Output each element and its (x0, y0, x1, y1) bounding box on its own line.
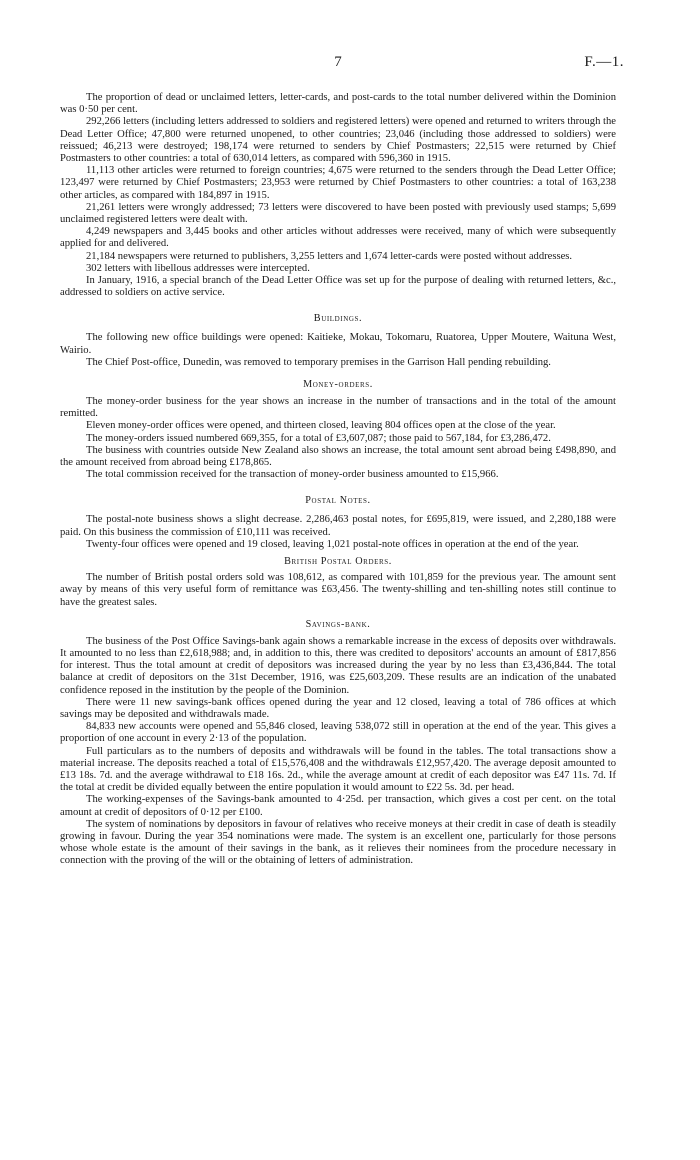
body-paragraph: The following new office buildings were opened: Kaitieke, Mokau, Tokomaru, Ruatorea, Upper Moutere, Waituna West, Wairio. (60, 332, 616, 356)
body-paragraph: The proportion of dead or unclaimed letters, letter-cards, and post-cards to the total number delivered within the Dominion was 0·50 per cent. (60, 92, 616, 116)
section-heading-british-postal-orders: British Postal Orders. (284, 556, 392, 568)
page-number: 7 (334, 54, 342, 70)
body-paragraph: Full particulars as to the numbers of deposits and withdrawals will be found in the tables. The total transactions show a material increase. The deposits reached a total of £15,576,408 and the withdrawals £12,957,420. The average deposit amounted to £13 18s. 7d. and the average withdrawal to £18 16s. 2d., while the average amount at credit of each depositor was £47 11s. 7d. If the total at credit be divided equally between the entire population it would amount to £22 5s. 3d. per head. (60, 745, 616, 794)
body-paragraph: The total commission received for the transaction of money-order business amounted to £15,966. (86, 469, 499, 481)
body-paragraph: The number of British postal orders sold was 108,612, as compared with 101,859 for the previous year. The amount sent away by means of this very useful form of remittance was £63,456. The twenty-shilling and ten-shilling notes still continue to have the greatest sales. (60, 572, 616, 608)
body-paragraph: 84,833 new accounts were opened and 55,846 closed, leaving 538,072 still in operation at the end of the year. This gives a proportion of one account in every 2·13 of the population. (60, 721, 616, 745)
body-paragraph: 292,266 letters (including letters addressed to soldiers and registered letters) were opened and returned to writers through the Dead Letter Office; 47,800 were returned unopened, to other countries; 23,046 (including those addressed to soldiers) were reissued; 46,213 were destroyed; 198,174 were returned to senders by Chief Postmasters; 22,515 were returned by Chief Postmasters to other countries: a total of 630,014 letters, as compared with 596,360 in 1915. (60, 116, 616, 165)
money-orders-section (60, 378, 616, 481)
body-paragraph: The business with countries outside New Zealand also shows an increase, the total amount sent abroad being £498,890, and the amount received from abroad being £178,865. (60, 444, 616, 469)
body-paragraph: In January, 1916, a special branch of the Dead Letter Office was set up for the purpose of dealing with returned letters, &c., addressed to soldiers on active service. (60, 275, 616, 299)
section-heading-savings-bank: Savings-bank. (305, 618, 371, 630)
section-heading-buildings: Buildings. (313, 313, 363, 325)
section-heading-money-orders: Money-orders. (303, 379, 373, 391)
body-paragraph: The system of nominations by depositors in favour of relatives who receive moneys at their credit in case of death is steadily growing in favour. During the year 354 nominations were made. The system is an excellent one, particularly for those persons whose whole estate is the amount of their savings in the bank, as it relieves their nominees from the procedure necessary in connection with the proving of the will or the obtaining of letters of administration. (60, 818, 616, 867)
body-paragraph: 21,184 newspapers were returned to publishers, 3,255 letters and 1,674 letter-cards were posted without addresses. (86, 250, 573, 262)
body-paragraph: The postal-note business shows a slight decrease. 2,286,463 postal notes, for £695,819, were issued, and 2,280,188 were paid. On this business the commission of £10,111 was received. (60, 514, 616, 538)
document-page (60, 54, 624, 868)
body-paragraph: 302 letters with libellous addresses were intercepted. (86, 262, 310, 274)
page-header (60, 54, 624, 78)
body-paragraph: 21,261 letters were wrongly addressed; 73 letters were discovered to have been posted with previously used stamps; 5,699 unclaimed registered letters were dealt with. (60, 201, 616, 226)
british-postal-orders-section (60, 555, 616, 609)
body-paragraph: The Chief Post-office, Dunedin, was removed to temporary premises in the Garrison Hall pending rebuilding. (86, 356, 551, 368)
body-paragraph: 4,249 newspapers and 3,445 books and other articles without addresses were received, many of which were subsequently applied for and delivered. (60, 226, 616, 250)
postal-notes-section (60, 494, 616, 551)
body-paragraph: The working-expenses of the Savings-bank amounted to 4·25d. per transaction, which gives a cost per cent. on the total amount at credit of depositors of 0·12 per £100. (60, 794, 616, 818)
body-paragraph: Eleven money-order offices were opened, and thirteen closed, leaving 804 offices open at the close of the year. (86, 420, 556, 432)
body-paragraph: There were 11 new savings-bank offices opened during the year and 12 closed, leaving a total of 786 offices at which savings may be deposited and withdrawals made. (60, 696, 616, 720)
body-paragraph: The money-order business for the year shows an increase in the number of transactions and in the total of the amount remitted. (60, 396, 616, 420)
body-paragraph: 11,113 other articles were returned to foreign countries; 4,675 were returned to the senders through the Dead Letter Office; 123,497 were returned by Chief Postmasters; 23,953 were returned by Chief Postmasters to other countries: a total of 163,238 other articles, as compared with 184,897 in 1915. (60, 165, 616, 201)
body-paragraph: The money-orders issued numbered 669,355, for a total of £3,607,087; those paid to 567,184, for £3,286,472. (86, 432, 551, 444)
section-heading-postal-notes: Postal Notes. (305, 495, 371, 507)
body-paragraph: Twenty-four offices were opened and 19 closed, leaving 1,021 postal-note offices in operation at the end of the year. (86, 538, 579, 550)
body-paragraph: The business of the Post Office Savings-bank again shows a remarkable increase in the excess of deposits over withdrawals. It amounted to no less than £2,618,988; and, in addition to this, there was credited to depositors' accounts an amount of £817,856 for interest. Thus the total amount at credit of depositors was increased during the year by no less than £3,436,844. The total balance at credit of depositors on the 31st December, 1916, was £25,603,209. These results are an indication of the unabated confidence reposed in the institution by the people of the Dominion. (60, 635, 616, 696)
dead-letters-section (60, 92, 616, 299)
savings-bank-section (60, 618, 616, 868)
buildings-section (60, 312, 616, 369)
document-reference: F.—1. (584, 54, 624, 70)
